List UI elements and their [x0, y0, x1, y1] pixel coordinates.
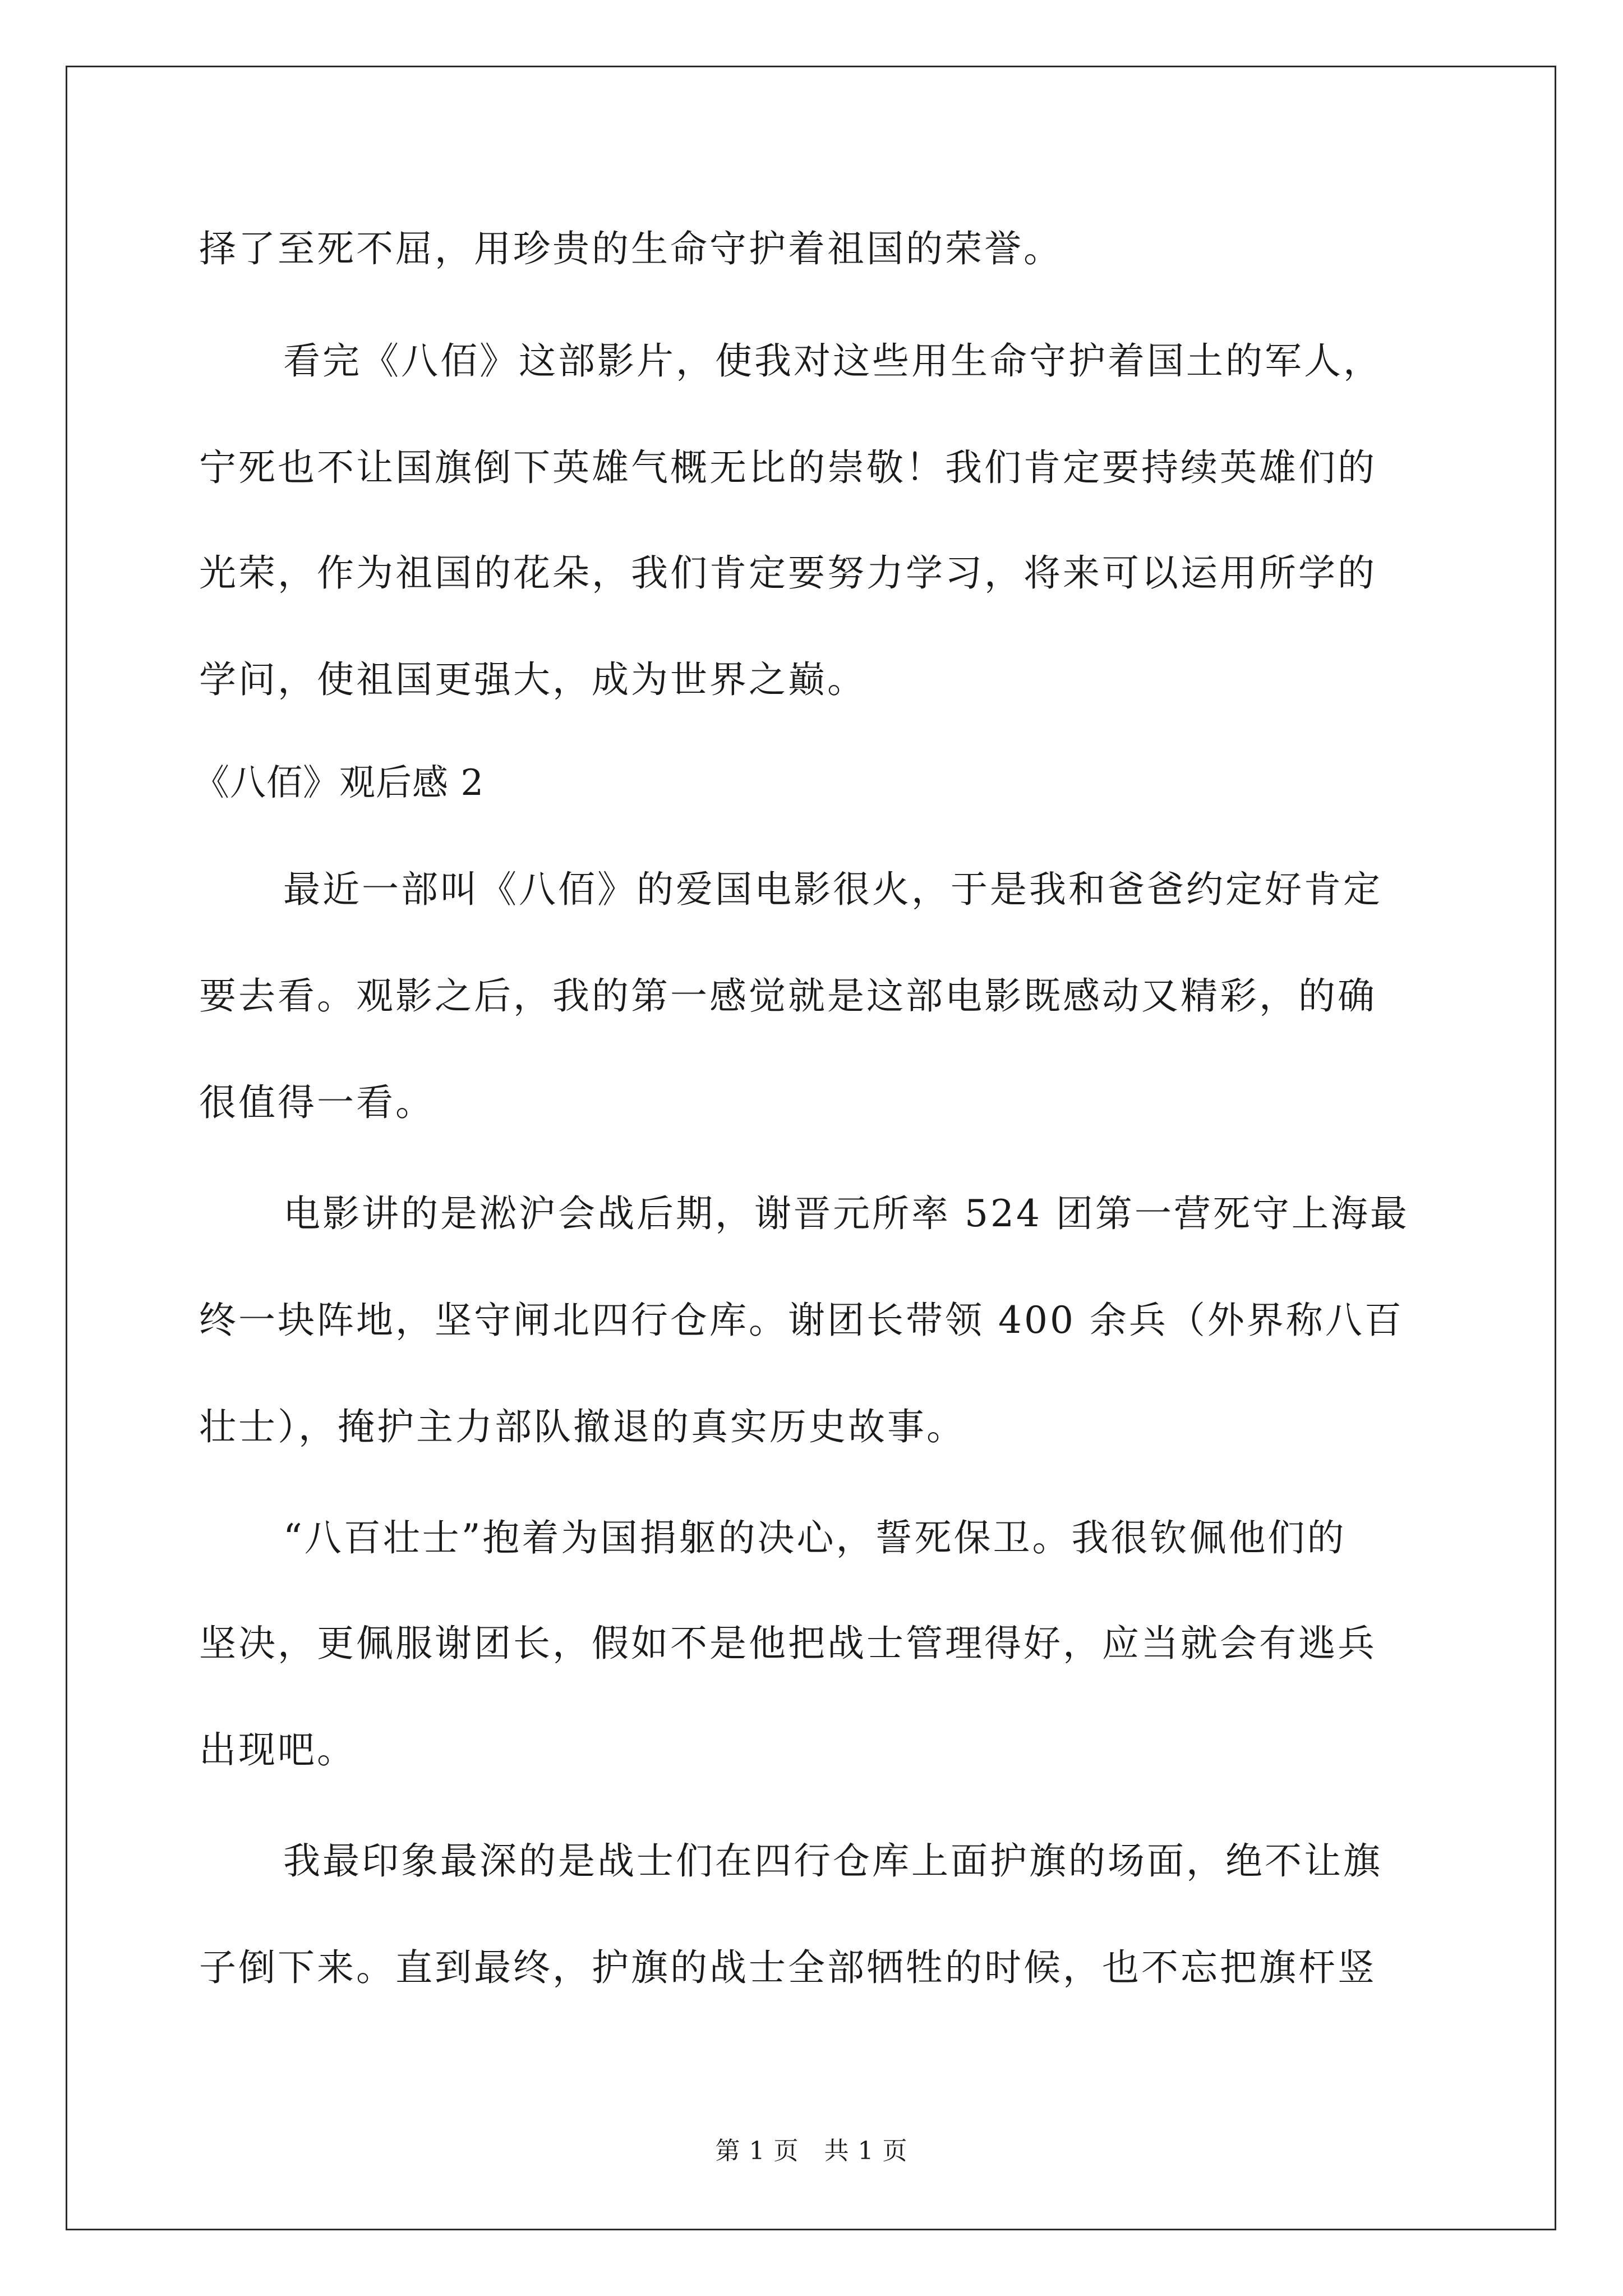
section-heading: 《八佰》观后感 2	[193, 762, 485, 804]
body-line-11: 壮士），掩护主力部队撤退的真实历史故事。	[199, 1405, 966, 1448]
body-line-12: “八百壮士”抱着为国捐躯的决心，誓死保卫。我很钦佩他们的	[283, 1516, 1347, 1559]
body-line-14: 出现吧。	[199, 1728, 356, 1772]
body-line-13: 坚决，更佩服谢团长，假如不是他把战士管理得好，应当就会有逃兵	[199, 1622, 1377, 1665]
body-line-10: 终一块阵地，坚守闸北四行仓库。谢团长带领 400 余兵（外界称八百	[199, 1299, 1404, 1342]
body-line-16: 子倒下来。直到最终，护旗的战士全部牺牲的时候，也不忘把旗杆竖	[199, 1946, 1377, 1989]
body-line-2: 看完《八佰》这部影片，使我对这些用生命守护着国土的军人，	[283, 339, 1382, 383]
page-footer: 第 1 页 共 1 页	[715, 2137, 908, 2165]
body-line-4: 光荣，作为祖国的花朵，我们肯定要努力学习，将来可以运用所学的	[199, 551, 1377, 595]
body-line-6: 最近一部叫《八佰》的爱国电影很火，于是我和爸爸约定好肯定	[283, 868, 1382, 911]
body-line-1: 择了至死不屈，用珍贵的生命守护着祖国的荣誉。	[199, 227, 1063, 270]
body-line-7: 要去看。观影之后，我的第一感觉就是这部电影既感动又精彩，的确	[199, 974, 1377, 1018]
body-line-5: 学问，使祖国更强大，成为世界之巅。	[199, 658, 866, 701]
body-line-15: 我最印象最深的是战士们在四行仓库上面护旗的场面，绝不让旗	[283, 1839, 1382, 1883]
page-border	[66, 66, 1556, 2230]
body-line-8: 很值得一看。	[199, 1081, 435, 1124]
body-line-3: 宁死也不让国旗倒下英雄气概无比的崇敬！我们肯定要持续英雄们的	[199, 446, 1377, 489]
body-line-9: 电影讲的是淞沪会战后期，谢晋元所率 524 团第一营死守上海最	[283, 1192, 1409, 1235]
